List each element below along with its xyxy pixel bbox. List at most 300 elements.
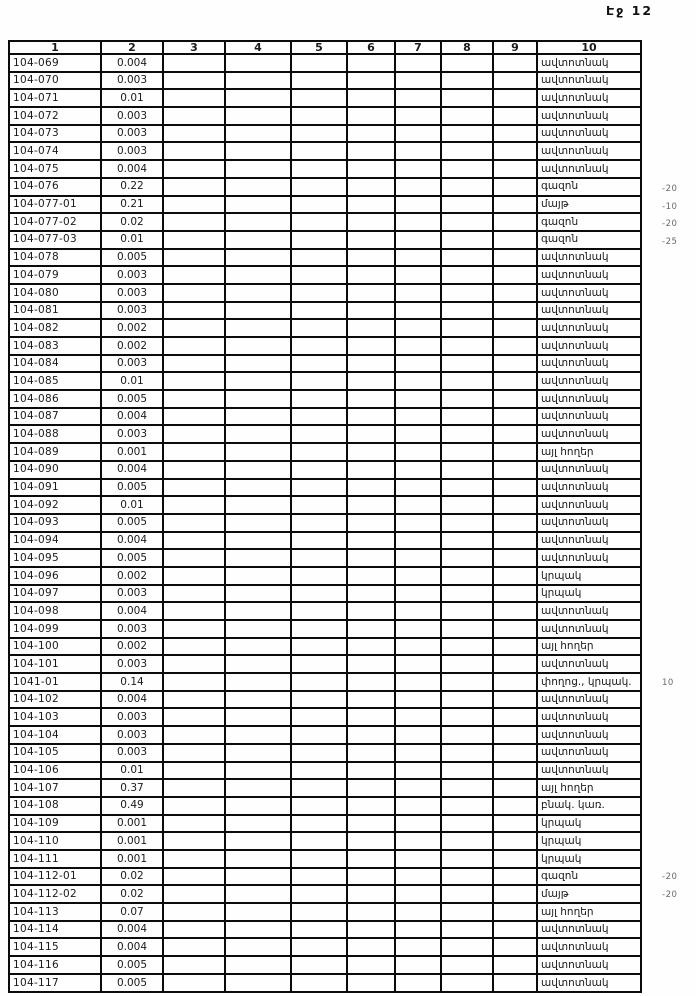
cell-empty — [395, 425, 441, 443]
cell-empty — [347, 938, 395, 956]
cell-empty — [163, 249, 225, 267]
cell-empty — [493, 160, 537, 178]
cell-parcel-id: 104-077-01 — [9, 196, 101, 214]
cell-empty — [163, 779, 225, 797]
cell-empty — [493, 903, 537, 921]
cell-empty — [493, 815, 537, 833]
margin-note: 10 — [662, 678, 674, 689]
cell-empty — [493, 390, 537, 408]
cell-empty — [347, 89, 395, 107]
cell-parcel-id: 104-100 — [9, 638, 101, 656]
cell-empty — [395, 107, 441, 125]
cell-empty — [441, 319, 493, 337]
cell-parcel-id: 104-109 — [9, 815, 101, 833]
cell-empty — [225, 779, 291, 797]
cell-empty — [291, 974, 347, 992]
cell-empty — [163, 797, 225, 815]
cell-empty — [291, 443, 347, 461]
column-header-2: 2 — [101, 41, 163, 54]
cell-empty — [493, 832, 537, 850]
cell-parcel-id: 104-111 — [9, 850, 101, 868]
cell-empty — [441, 160, 493, 178]
cell-area-value: 0.01 — [101, 372, 163, 390]
cell-empty — [441, 213, 493, 231]
cell-empty — [347, 974, 395, 992]
cell-empty — [347, 249, 395, 267]
cell-empty — [395, 779, 441, 797]
cell-empty — [395, 655, 441, 673]
cell-land-use: կրպակ — [537, 585, 641, 603]
cell-land-use: գազոն — [537, 868, 641, 886]
cell-land-use: կրպակ — [537, 567, 641, 585]
cell-area-value: 0.003 — [101, 142, 163, 160]
cell-empty — [347, 956, 395, 974]
cell-empty — [493, 691, 537, 709]
margin-note: -20 — [662, 184, 678, 195]
cell-empty — [291, 196, 347, 214]
cell-land-use: ավտոտնակ — [537, 337, 641, 355]
cell-empty — [163, 178, 225, 196]
cell-empty — [163, 231, 225, 249]
cell-parcel-id: 1041-01 — [9, 673, 101, 691]
cell-empty — [347, 832, 395, 850]
table-area — [8, 40, 642, 993]
cell-empty — [441, 832, 493, 850]
cell-empty — [441, 762, 493, 780]
cell-empty — [441, 355, 493, 373]
cell-land-use: ավտոտնակ — [537, 125, 641, 143]
cell-area-value: 0.003 — [101, 125, 163, 143]
cell-empty — [347, 142, 395, 160]
cell-empty — [291, 125, 347, 143]
cell-empty — [441, 921, 493, 939]
cell-empty — [395, 602, 441, 620]
cell-empty — [441, 425, 493, 443]
cell-empty — [395, 797, 441, 815]
cell-parcel-id: 104-073 — [9, 125, 101, 143]
cell-empty — [395, 532, 441, 550]
cell-empty — [347, 337, 395, 355]
cell-empty — [441, 461, 493, 479]
cell-empty — [225, 868, 291, 886]
cell-area-value: 0.002 — [101, 638, 163, 656]
cell-empty — [291, 638, 347, 656]
cell-empty — [347, 762, 395, 780]
cell-parcel-id: 104-115 — [9, 938, 101, 956]
cell-area-value: 0.02 — [101, 885, 163, 903]
cell-empty — [493, 425, 537, 443]
cell-parcel-id: 104-092 — [9, 496, 101, 514]
cell-parcel-id: 104-074 — [9, 142, 101, 160]
cell-empty — [493, 956, 537, 974]
cell-empty — [291, 868, 347, 886]
cell-parcel-id: 104-098 — [9, 602, 101, 620]
cell-area-value: 0.001 — [101, 815, 163, 833]
cell-empty — [291, 585, 347, 603]
table-row — [9, 921, 641, 939]
cell-empty — [395, 284, 441, 302]
cell-empty — [441, 337, 493, 355]
cell-empty — [347, 443, 395, 461]
table-row — [9, 231, 641, 249]
cell-empty — [493, 355, 537, 373]
cell-empty — [441, 532, 493, 550]
cell-empty — [493, 479, 537, 497]
margin-note: -10 — [662, 201, 678, 212]
cell-land-use: այլ հողեր — [537, 779, 641, 797]
cell-empty — [395, 585, 441, 603]
cell-empty — [441, 620, 493, 638]
cell-empty — [441, 266, 493, 284]
cell-area-value: 0.49 — [101, 797, 163, 815]
cell-area-value: 0.004 — [101, 938, 163, 956]
table-row — [9, 178, 641, 196]
cell-empty — [395, 390, 441, 408]
table-row — [9, 850, 641, 868]
cell-area-value: 0.002 — [101, 567, 163, 585]
cell-empty — [163, 974, 225, 992]
cell-land-use: գազոն — [537, 213, 641, 231]
cell-empty — [493, 726, 537, 744]
cell-empty — [225, 850, 291, 868]
cell-empty — [291, 231, 347, 249]
cell-empty — [291, 532, 347, 550]
table-row — [9, 54, 641, 72]
cell-empty — [493, 762, 537, 780]
cell-empty — [163, 885, 225, 903]
cell-area-value: 0.005 — [101, 549, 163, 567]
cell-empty — [395, 708, 441, 726]
column-header-5: 5 — [291, 41, 347, 54]
cell-empty — [163, 744, 225, 762]
table-row — [9, 885, 641, 903]
cell-area-value: 0.003 — [101, 744, 163, 762]
cell-empty — [395, 372, 441, 390]
cell-empty — [225, 832, 291, 850]
cell-empty — [395, 832, 441, 850]
cell-empty — [291, 567, 347, 585]
cell-empty — [163, 602, 225, 620]
table-row — [9, 443, 641, 461]
cell-parcel-id: 104-116 — [9, 956, 101, 974]
cell-empty — [163, 708, 225, 726]
cell-area-value: 0.002 — [101, 319, 163, 337]
cell-empty — [347, 178, 395, 196]
table-row — [9, 549, 641, 567]
cell-empty — [291, 249, 347, 267]
cell-land-use: ավտոտնակ — [537, 708, 641, 726]
cell-land-use: ավտոտնակ — [537, 266, 641, 284]
cell-empty — [347, 921, 395, 939]
cell-empty — [291, 744, 347, 762]
cell-empty — [395, 213, 441, 231]
cell-empty — [347, 355, 395, 373]
cell-empty — [225, 142, 291, 160]
cell-empty — [441, 797, 493, 815]
cell-land-use: այլ հողեր — [537, 443, 641, 461]
cell-empty — [347, 885, 395, 903]
parcel-table — [8, 40, 642, 993]
cell-land-use: ավտոտնակ — [537, 938, 641, 956]
cell-empty — [291, 142, 347, 160]
cell-empty — [347, 284, 395, 302]
cell-empty — [347, 673, 395, 691]
cell-empty — [395, 868, 441, 886]
cell-parcel-id: 104-079 — [9, 266, 101, 284]
cell-empty — [493, 319, 537, 337]
cell-empty — [163, 425, 225, 443]
cell-empty — [493, 974, 537, 992]
cell-land-use: ավտոտնակ — [537, 496, 641, 514]
table-row — [9, 266, 641, 284]
cell-empty — [441, 514, 493, 532]
margin-note: -20 — [662, 219, 678, 230]
cell-land-use: այլ հողեր — [537, 903, 641, 921]
cell-empty — [291, 903, 347, 921]
cell-land-use: ավտոտնակ — [537, 620, 641, 638]
cell-empty — [441, 691, 493, 709]
table-row — [9, 673, 641, 691]
table-row — [9, 708, 641, 726]
header-row — [9, 41, 641, 54]
table-row — [9, 638, 641, 656]
cell-land-use: փողոց., կրպակ. — [537, 673, 641, 691]
cell-empty — [347, 461, 395, 479]
cell-parcel-id: 104-070 — [9, 72, 101, 90]
cell-parcel-id: 104-088 — [9, 425, 101, 443]
cell-empty — [291, 337, 347, 355]
cell-area-value: 0.004 — [101, 602, 163, 620]
cell-empty — [493, 532, 537, 550]
cell-empty — [347, 708, 395, 726]
cell-land-use: ավտոտնակ — [537, 726, 641, 744]
cell-empty — [163, 196, 225, 214]
cell-empty — [225, 266, 291, 284]
cell-empty — [441, 178, 493, 196]
cell-empty — [291, 372, 347, 390]
cell-empty — [291, 691, 347, 709]
cell-empty — [225, 744, 291, 762]
cell-empty — [225, 390, 291, 408]
cell-empty — [225, 54, 291, 72]
cell-empty — [163, 655, 225, 673]
cell-empty — [347, 372, 395, 390]
table-row — [9, 319, 641, 337]
cell-empty — [441, 54, 493, 72]
cell-empty — [347, 514, 395, 532]
cell-empty — [395, 956, 441, 974]
cell-land-use: ավտոտնակ — [537, 390, 641, 408]
table-row — [9, 160, 641, 178]
cell-empty — [441, 372, 493, 390]
table-row — [9, 213, 641, 231]
cell-empty — [225, 655, 291, 673]
cell-empty — [441, 815, 493, 833]
cell-empty — [163, 89, 225, 107]
cell-land-use: ավտոտնակ — [537, 479, 641, 497]
margin-note: -25 — [662, 237, 678, 248]
table-row — [9, 425, 641, 443]
cell-parcel-id: 104-072 — [9, 107, 101, 125]
cell-land-use: գազոն — [537, 231, 641, 249]
cell-empty — [163, 213, 225, 231]
cell-parcel-id: 104-082 — [9, 319, 101, 337]
cell-empty — [163, 390, 225, 408]
cell-empty — [347, 602, 395, 620]
cell-empty — [163, 54, 225, 72]
cell-empty — [493, 567, 537, 585]
cell-empty — [291, 602, 347, 620]
cell-parcel-id: 104-090 — [9, 461, 101, 479]
cell-empty — [347, 125, 395, 143]
cell-empty — [493, 797, 537, 815]
cell-empty — [163, 107, 225, 125]
cell-empty — [163, 355, 225, 373]
cell-area-value: 0.003 — [101, 72, 163, 90]
cell-empty — [163, 956, 225, 974]
cell-empty — [441, 302, 493, 320]
cell-land-use: մայթ — [537, 196, 641, 214]
cell-area-value: 0.003 — [101, 302, 163, 320]
cell-empty — [493, 107, 537, 125]
table-row — [9, 938, 641, 956]
table-row — [9, 496, 641, 514]
cell-empty — [441, 443, 493, 461]
cell-parcel-id: 104-101 — [9, 655, 101, 673]
cell-empty — [395, 302, 441, 320]
cell-empty — [347, 319, 395, 337]
cell-empty — [225, 479, 291, 497]
cell-land-use: ավտոտնակ — [537, 284, 641, 302]
cell-land-use: ավտոտնակ — [537, 72, 641, 90]
cell-empty — [163, 585, 225, 603]
cell-empty — [163, 832, 225, 850]
table-row — [9, 302, 641, 320]
cell-parcel-id: 104-117 — [9, 974, 101, 992]
cell-parcel-id: 104-097 — [9, 585, 101, 603]
cell-empty — [163, 160, 225, 178]
cell-empty — [493, 443, 537, 461]
table-row — [9, 762, 641, 780]
table-row — [9, 532, 641, 550]
cell-area-value: 0.01 — [101, 231, 163, 249]
cell-area-value: 0.005 — [101, 249, 163, 267]
cell-empty — [441, 655, 493, 673]
cell-empty — [441, 938, 493, 956]
cell-empty — [291, 107, 347, 125]
cell-parcel-id: 104-103 — [9, 708, 101, 726]
cell-parcel-id: 104-095 — [9, 549, 101, 567]
cell-empty — [493, 249, 537, 267]
cell-empty — [291, 89, 347, 107]
cell-empty — [395, 514, 441, 532]
cell-empty — [493, 196, 537, 214]
cell-empty — [441, 89, 493, 107]
cell-empty — [441, 231, 493, 249]
table-row — [9, 691, 641, 709]
cell-parcel-id: 104-081 — [9, 302, 101, 320]
cell-empty — [493, 125, 537, 143]
cell-empty — [441, 903, 493, 921]
cell-area-value: 0.004 — [101, 160, 163, 178]
cell-area-value: 0.003 — [101, 655, 163, 673]
cell-empty — [347, 779, 395, 797]
cell-empty — [225, 903, 291, 921]
cell-empty — [395, 885, 441, 903]
table-row — [9, 479, 641, 497]
cell-empty — [291, 549, 347, 567]
cell-parcel-id: 104-105 — [9, 744, 101, 762]
cell-empty — [291, 390, 347, 408]
cell-land-use: ավտոտնակ — [537, 549, 641, 567]
cell-empty — [493, 231, 537, 249]
cell-empty — [163, 850, 225, 868]
cell-empty — [225, 443, 291, 461]
cell-empty — [441, 125, 493, 143]
table-row — [9, 142, 641, 160]
cell-land-use: ավտոտնակ — [537, 425, 641, 443]
cell-empty — [493, 72, 537, 90]
cell-empty — [441, 974, 493, 992]
table-row — [9, 107, 641, 125]
cell-empty — [163, 125, 225, 143]
cell-empty — [347, 868, 395, 886]
cell-area-value: 0.14 — [101, 673, 163, 691]
cell-empty — [395, 903, 441, 921]
cell-parcel-id: 104-076 — [9, 178, 101, 196]
cell-empty — [395, 72, 441, 90]
cell-area-value: 0.003 — [101, 107, 163, 125]
cell-empty — [395, 160, 441, 178]
column-header-10: 10 — [537, 41, 641, 54]
cell-area-value: 0.005 — [101, 956, 163, 974]
cell-area-value: 0.003 — [101, 585, 163, 603]
cell-empty — [163, 620, 225, 638]
column-header-8: 8 — [441, 41, 493, 54]
cell-empty — [225, 425, 291, 443]
cell-empty — [395, 691, 441, 709]
cell-empty — [441, 744, 493, 762]
cell-empty — [395, 567, 441, 585]
cell-empty — [225, 461, 291, 479]
cell-empty — [493, 142, 537, 160]
cell-empty — [163, 319, 225, 337]
cell-land-use: ավտոտնակ — [537, 744, 641, 762]
cell-empty — [225, 885, 291, 903]
cell-empty — [225, 921, 291, 939]
cell-area-value: 0.02 — [101, 213, 163, 231]
cell-empty — [225, 178, 291, 196]
cell-land-use: ավտոտնակ — [537, 408, 641, 426]
cell-empty — [291, 213, 347, 231]
cell-empty — [395, 178, 441, 196]
cell-land-use: կրպակ — [537, 850, 641, 868]
table-row — [9, 602, 641, 620]
table-row — [9, 372, 641, 390]
cell-empty — [493, 938, 537, 956]
cell-empty — [291, 72, 347, 90]
cell-area-value: 0.001 — [101, 832, 163, 850]
cell-empty — [347, 549, 395, 567]
cell-land-use: գազոն — [537, 178, 641, 196]
cell-parcel-id: 104-093 — [9, 514, 101, 532]
cell-empty — [225, 567, 291, 585]
cell-empty — [163, 337, 225, 355]
cell-empty — [291, 673, 347, 691]
cell-area-value: 0.003 — [101, 355, 163, 373]
cell-area-value: 0.01 — [101, 89, 163, 107]
table-row — [9, 903, 641, 921]
